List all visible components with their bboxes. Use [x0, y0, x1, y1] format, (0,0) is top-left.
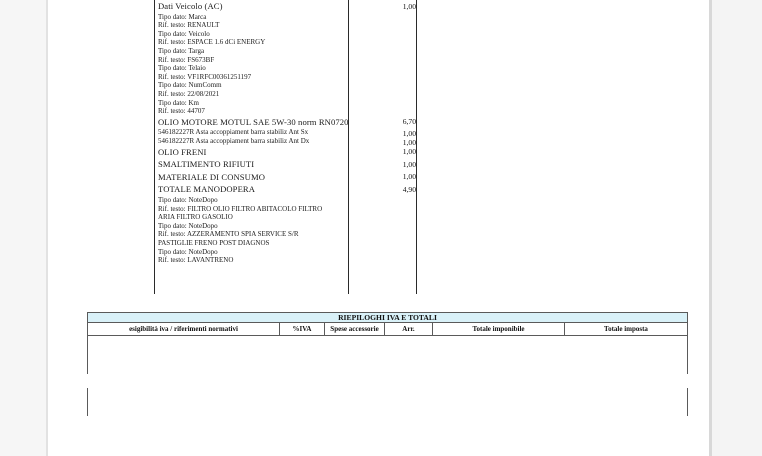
item-line: Tipo dato: NumComm: [158, 81, 222, 90]
items-table-left-rule: [154, 0, 155, 294]
viewer-background-left: [0, 0, 46, 456]
totals-rule-gap-left: [86, 374, 89, 388]
viewer-background-right: [711, 0, 762, 456]
page-shadow-left: [46, 0, 48, 456]
item-line: Tipo dato: Veicolo: [158, 29, 210, 38]
item-line: MATERIALE DI CONSUMO: [158, 171, 266, 182]
item-line: Tipo dato: NoteDopo: [158, 247, 218, 256]
item-quantity: 4,90: [402, 184, 416, 194]
item-quantity: 1,00: [402, 128, 416, 138]
item-line: 546182227R Asta accoppiament barra stabiliz Ant Sx: [158, 128, 309, 137]
item-line: Rif. testo: ESPACE 1.6 dCi ENERGY: [158, 38, 266, 47]
item-line: Tipo dato: NoteDopo: [158, 221, 218, 230]
item-line: Rif. testo: 44707: [158, 107, 205, 116]
item-quantity: 1,00: [402, 159, 416, 169]
item-line: Tipo dato: Marca: [158, 12, 207, 21]
item-line: Rif. testo: RENAULT: [158, 21, 220, 30]
item-line: Rif. testo: AZZERAMENTO SPIA SERVICE S/R: [158, 230, 299, 239]
item-line: Tipo dato: Targa: [158, 47, 205, 55]
item-line: ARIA FILTRO GASOLIO: [158, 213, 233, 222]
items-table-quantity-rule: [416, 0, 417, 294]
totals-col-totale-imposta: Totale imposta: [604, 325, 648, 333]
item-line: Tipo dato: Km: [158, 98, 199, 107]
item-line: Rif. testo: VF1RFC00361251197: [158, 72, 252, 81]
totals-title: RIEPILOGHI IVA E TOTALI: [87, 312, 688, 323]
item-quantity: 1,00: [402, 147, 416, 157]
totals-header-row: [87, 323, 688, 336]
item-line: PASTIGLIE FRENO POST DIAGNOS: [158, 239, 270, 247]
item-line: Rif. testo: FS673BF: [158, 55, 215, 64]
item-quantity: 1,00: [402, 172, 416, 182]
totals-col-totale-imponibile: Totale imponibile: [433, 323, 565, 335]
item-quantity: 6,70: [402, 117, 416, 127]
item-line: OLIO FRENI: [158, 146, 207, 157]
item-quantity: 1,00: [402, 1, 416, 11]
totals-col-spese-accessorie: Spese accessorie: [325, 323, 385, 335]
totals-rule-gap-right: [686, 374, 689, 388]
item-line: Rif. testo: LAVANTRENO: [158, 256, 234, 265]
item-line: Dati Veicolo (AC): [158, 1, 223, 11]
item-line: Tipo dato: Telaio: [158, 64, 206, 73]
totals-col-arr: Arr.: [385, 323, 433, 335]
item-line: Rif. testo: FILTRO OLIO FILTRO ABITACOLO FILTRO: [158, 204, 323, 213]
item-line: OLIO MOTORE MOTUL SAE 5W-30 norm RN0720: [158, 116, 349, 127]
items-table-description-rule: [348, 0, 349, 294]
item-line: Tipo dato: NoteDopo: [158, 196, 218, 204]
page-shadow-right: [709, 0, 712, 456]
item-line: Rif. testo: 22/08/2021: [158, 90, 220, 98]
document-page: [48, 0, 709, 456]
item-line: TOTALE MANODOPERA: [158, 184, 256, 195]
item-line: 546182227R Asta accoppiament barra stabiliz Ant Dx: [158, 137, 310, 145]
item-quantity: 1,00: [402, 137, 416, 147]
item-line: SMALTIMENTO RIFIUTI: [158, 159, 255, 170]
totals-col-esigibilita: esigibilità iva / riferimenti normativi: [88, 323, 280, 335]
totals-col-iva: %IVA: [280, 323, 325, 335]
